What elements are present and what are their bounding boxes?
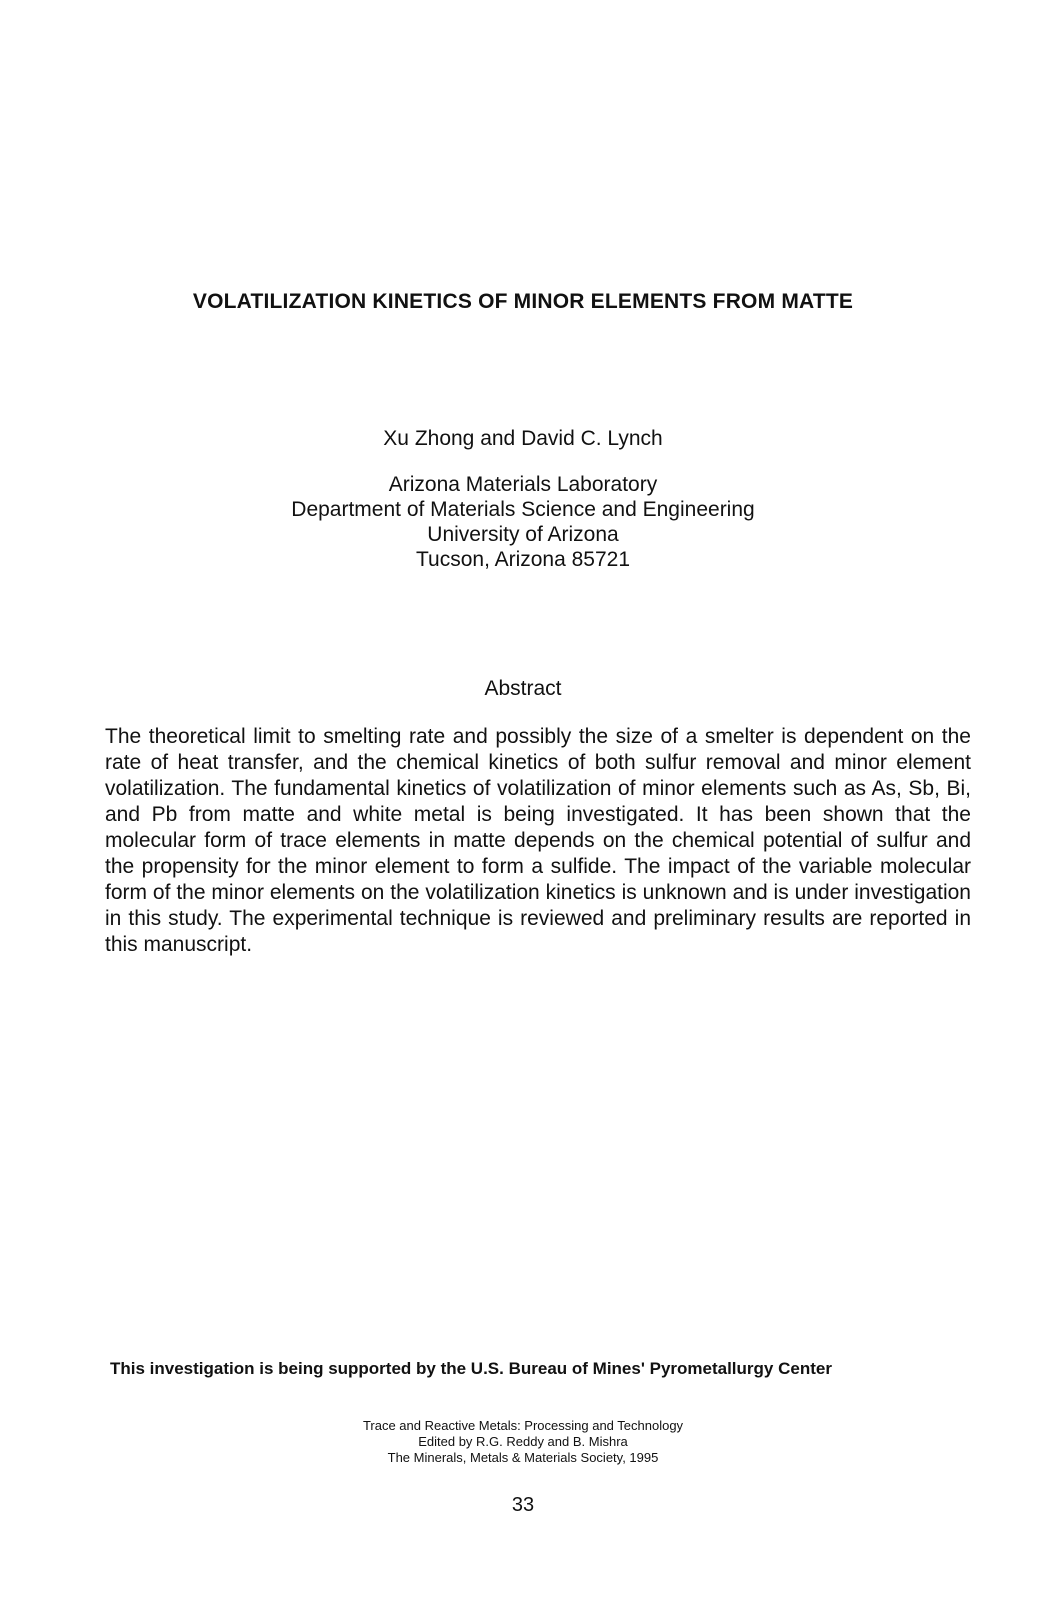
affiliation-department: Department of Materials Science and Engineering: [291, 498, 755, 521]
paper-title: VOLATILIZATION KINETICS OF MINOR ELEMENTS FROM MATTE: [192, 290, 854, 313]
author-line: Xu Zhong and David C. Lynch: [383, 427, 663, 450]
affiliation-university: University of Arizona: [427, 523, 619, 546]
citation-editors: Edited by R.G. Reddy and B. Mishra: [418, 1434, 628, 1449]
citation-block: [0, 1418, 1046, 1466]
funding-footnote: This investigation is being supported by the U.S. Bureau of Mines' Pyrometallurgy Center: [110, 1359, 832, 1378]
page-number: 33: [511, 1494, 535, 1516]
citation-publisher: The Minerals, Metals & Materials Society, 1995: [387, 1450, 659, 1465]
citation-book-title: Trace and Reactive Metals: Processing and Technology: [362, 1418, 684, 1433]
abstract-heading: Abstract: [484, 677, 562, 700]
affiliation-lab: Arizona Materials Laboratory: [388, 473, 658, 496]
affiliation-address: Tucson, Arizona 85721: [415, 548, 631, 571]
abstract-body: The theoretical limit to smelting rate and possibly the size of a smelter is dependent on the rate of heat transfer, and the chemical kinetics of both sulfur removal and minor element volatilization. The fundamental kinetics of volatilization of minor elements such as As, Sb, Bi, and Pb from matte and white metal is being investigated. It has been shown that the molecular form of trace elements in matte depends on the chemical potential of sulfur and the propensity for the minor element to form a sulfide. The impact of the variable molecular form of the minor elements on the volatilization kinetics is unknown and is under investigation in this study. The experimental technique is reviewed and preliminary results are reported in this manuscript.: [105, 725, 971, 956]
affiliation-block: [0, 472, 1046, 572]
